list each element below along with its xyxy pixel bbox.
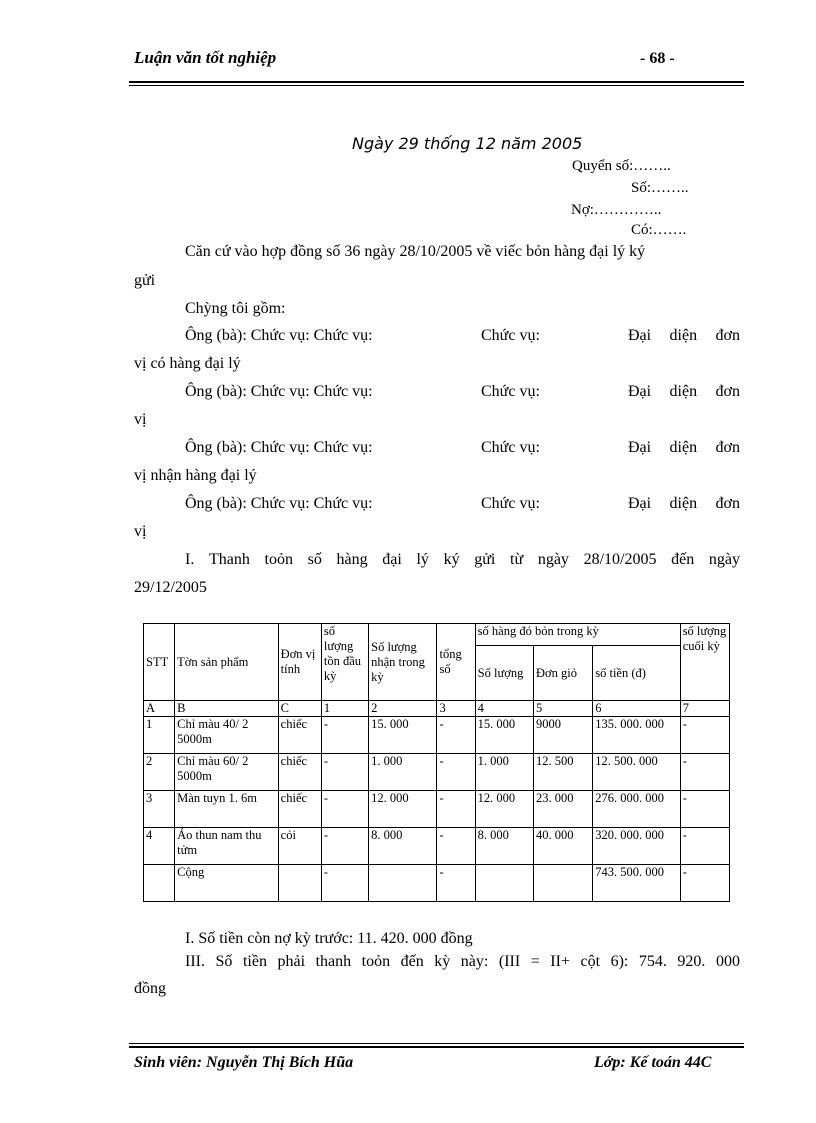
- rep-title-word: diện: [669, 327, 698, 344]
- column-code: 6: [593, 701, 680, 717]
- table-cell: -: [680, 828, 729, 865]
- col-header-name: Tờn sản phẩm: [175, 624, 279, 701]
- col-header-closing: số lượng cuối kỳ: [680, 624, 729, 701]
- rep-title: [628, 326, 740, 346]
- table-row: [144, 791, 730, 828]
- footer-rule: [129, 1046, 744, 1048]
- rep-title-word: Đại: [628, 439, 652, 456]
- column-code: 4: [475, 701, 533, 717]
- table-cell: -: [321, 791, 368, 828]
- footer-class: Lớp: Kế toán 44C: [594, 1054, 712, 1071]
- column-code: B: [175, 701, 279, 717]
- section-1-word: ký: [443, 551, 460, 568]
- table-cell: 8. 000: [369, 828, 437, 865]
- section-1-word: I.: [185, 551, 195, 568]
- rep-person: Ông (bà): Chức vụ: Chức vụ:: [185, 495, 373, 512]
- section-1-word: số: [307, 551, 322, 568]
- table-cell: 12. 500: [533, 754, 592, 791]
- col-header-amount: số tiền (đ): [593, 646, 680, 701]
- rep-1-continuation: vị có hàng đại lý: [134, 355, 241, 372]
- rep-4-continuation: vị: [134, 523, 147, 540]
- rep-row-1: [0, 326, 816, 346]
- section-1-word: 28/10/2005: [583, 551, 657, 568]
- rep-position: Chức vụ:: [481, 383, 540, 400]
- section-1-word: Thanh: [208, 551, 250, 568]
- table-cell: Chỉ màu 60/ 2 5000m: [175, 754, 279, 791]
- table-cell: 320. 000. 000: [593, 828, 680, 865]
- section-1-heading-cont: 29/12/2005: [134, 579, 207, 596]
- table-cell: -: [321, 828, 368, 865]
- table-cell: 15. 000: [369, 717, 437, 754]
- rep-title-word: đơn: [715, 439, 740, 456]
- rep-title-word: Đại: [628, 383, 652, 400]
- table-cell: Áo thun nam thu tửm: [175, 828, 279, 865]
- column-codes-row: [144, 701, 730, 717]
- rep-title-word: đơn: [715, 383, 740, 400]
- payment-due-word: =: [530, 953, 540, 970]
- rep-position: Chức vụ:: [481, 495, 540, 512]
- table-cell: [475, 865, 533, 902]
- table-cell: -: [680, 717, 729, 754]
- rep-title-word: diện: [669, 439, 698, 456]
- payment-due-word: kỳ: [434, 953, 451, 970]
- debit-account: Nợ:…………..: [571, 202, 662, 218]
- rep-position: Chức vụ:: [481, 439, 540, 456]
- col-header-sold-group: số hàng đó bỏn trong kỳ: [475, 624, 680, 646]
- table-cell: [278, 865, 321, 902]
- table-cell: 1. 000: [369, 754, 437, 791]
- table-cell: 12. 500. 000: [593, 754, 680, 791]
- rep-person: Ông (bà): Chức vụ: Chức vụ:: [185, 383, 373, 400]
- table-cell: Cộng: [175, 865, 279, 902]
- table-row: [144, 754, 730, 791]
- table-cell: 743. 500. 000: [593, 865, 680, 902]
- table-cell: 15. 000: [475, 717, 533, 754]
- table-row: [144, 828, 730, 865]
- section-1-word: hàng: [336, 551, 368, 568]
- table-cell: 1. 000: [475, 754, 533, 791]
- header-rule-thin: [129, 85, 744, 86]
- col-header-total: tổng số: [437, 624, 475, 701]
- col-header-price: Đơn giỏ: [533, 646, 592, 701]
- payment-due-word: đến: [400, 953, 424, 970]
- table-cell: 9000: [533, 717, 592, 754]
- table-cell: 1: [144, 717, 175, 754]
- rep-person: Ông (bà): Chức vụ: Chức vụ:: [185, 327, 373, 344]
- table-row: [144, 865, 730, 902]
- section-1-word: ngày: [708, 551, 740, 568]
- table-cell: -: [680, 754, 729, 791]
- table-cell: -: [680, 791, 729, 828]
- contract-line2: gửi: [134, 272, 156, 289]
- table-cell: 135. 000. 000: [593, 717, 680, 754]
- table-cell: chiếc: [278, 754, 321, 791]
- rep-title: [628, 438, 740, 458]
- payment-due-word: thanh: [315, 953, 352, 970]
- table-cell: -: [680, 865, 729, 902]
- rep-row-2: [0, 382, 816, 402]
- we-are-label: Chỳng tôi gồm:: [185, 300, 286, 317]
- table-cell: 8. 000: [475, 828, 533, 865]
- col-header-stt: STT: [144, 624, 175, 701]
- rep-title-word: đơn: [715, 495, 740, 512]
- table-cell: 12. 000: [475, 791, 533, 828]
- document-date: Ngày 29 thống 12 năm 2005: [352, 134, 583, 153]
- section-1-word: lý: [416, 551, 429, 568]
- rep-person: Ông (bà): Chức vụ: Chức vụ:: [185, 439, 373, 456]
- col-header-opening: số lượng tồn đầu kỳ: [321, 624, 368, 701]
- rep-title-word: đơn: [715, 327, 740, 344]
- table-row: [144, 717, 730, 754]
- section-1-word: từ: [510, 551, 524, 568]
- table-cell: 12. 000: [369, 791, 437, 828]
- section-1-word: ngày: [537, 551, 569, 568]
- column-code: A: [144, 701, 175, 717]
- table-cell: 40. 000: [533, 828, 592, 865]
- rep-title-word: Đại: [628, 327, 652, 344]
- col-header-unit: Đơn vị tính: [278, 624, 321, 701]
- table-cell: -: [321, 865, 368, 902]
- footer-student: Sinh viên: Nguyễn Thị Bích Hũa: [134, 1054, 354, 1071]
- table-cell: -: [437, 791, 475, 828]
- section-1-heading: [185, 550, 740, 570]
- rep-title: [628, 382, 740, 402]
- payment-due-word: II+: [550, 953, 570, 970]
- payment-due-word: III.: [185, 953, 205, 970]
- table-cell: -: [437, 828, 475, 865]
- rep-row-4: [0, 494, 816, 514]
- table-cell: 2: [144, 754, 175, 791]
- payment-due-word: tiền: [242, 953, 267, 970]
- payment-due-word: 920.: [677, 953, 706, 970]
- table-cell: [533, 865, 592, 902]
- contract-text: Căn cứ vào hợp đồng số 36 ngày 28/10/2005 về viếc bỏn hàng đại lý ký: [185, 243, 646, 260]
- footer-rule-thin: [129, 1043, 744, 1044]
- rep-title-word: diện: [669, 383, 698, 400]
- table-cell: Màn tuyn 1. 6m: [175, 791, 279, 828]
- payment-due-word: này:: [460, 953, 489, 970]
- payment-due-line-cont: đồng: [134, 980, 166, 997]
- col-header-sold-qty: Số lượng: [475, 646, 533, 701]
- rep-3-continuation: vị nhận hàng đại lý: [134, 467, 257, 484]
- rep-title: [628, 494, 740, 514]
- page-number: - 68 -: [640, 50, 675, 67]
- col-header-received: Số lượng nhận trong kỳ: [369, 624, 437, 701]
- payment-due-word: Số: [215, 953, 233, 970]
- header-rule: [129, 81, 744, 83]
- document-number: Số:……..: [631, 180, 689, 196]
- contract-line: [185, 242, 740, 262]
- payment-due-word: cột: [580, 953, 601, 970]
- table-cell: 4: [144, 828, 175, 865]
- payment-due-word: (III: [498, 953, 521, 970]
- payment-due-word: toỏn: [361, 953, 391, 970]
- rep-2-continuation: vị: [134, 411, 147, 428]
- previous-debt-line: I. Số tiền còn nợ kỳ trước: 11. 420. 000 đồng: [185, 930, 473, 947]
- payment-due-word: 000: [715, 953, 740, 970]
- payment-due-line: [185, 952, 740, 972]
- payment-due-word: 6):: [610, 953, 629, 970]
- table-cell: chiếc: [278, 791, 321, 828]
- column-code: 1: [321, 701, 368, 717]
- rep-title-word: diện: [669, 495, 698, 512]
- column-code: 3: [437, 701, 475, 717]
- column-code: 2: [369, 701, 437, 717]
- payment-due-word: phải: [277, 953, 306, 970]
- table-cell: -: [437, 717, 475, 754]
- section-1-word: gửi: [474, 551, 496, 568]
- stock-table: [143, 623, 730, 902]
- book-number: Quyển số:……..: [572, 158, 671, 174]
- section-1-word: đại: [382, 551, 402, 568]
- table-cell: -: [437, 865, 475, 902]
- column-code: 7: [680, 701, 729, 717]
- table-cell: Chỉ màu 40/ 2 5000m: [175, 717, 279, 754]
- payment-due-word: 754.: [638, 953, 667, 970]
- rep-title-word: Đại: [628, 495, 652, 512]
- table-cell: 276. 000. 000: [593, 791, 680, 828]
- rep-row-3: [0, 438, 816, 458]
- table-cell: -: [437, 754, 475, 791]
- table-cell: chiếc: [278, 717, 321, 754]
- column-code: C: [278, 701, 321, 717]
- section-1-word: toỏn: [264, 551, 293, 568]
- table-cell: cỏi: [278, 828, 321, 865]
- column-code: 5: [533, 701, 592, 717]
- table-cell: -: [321, 717, 368, 754]
- credit-account: Có:…….: [631, 222, 687, 238]
- table-cell: [144, 865, 175, 902]
- section-1-word: đến: [671, 551, 695, 568]
- rep-position: Chức vụ:: [481, 327, 540, 344]
- table-cell: [369, 865, 437, 902]
- table-cell: 3: [144, 791, 175, 828]
- header-title: Luận văn tốt nghiệp: [134, 48, 277, 67]
- table-cell: -: [321, 754, 368, 791]
- table-cell: 23. 000: [533, 791, 592, 828]
